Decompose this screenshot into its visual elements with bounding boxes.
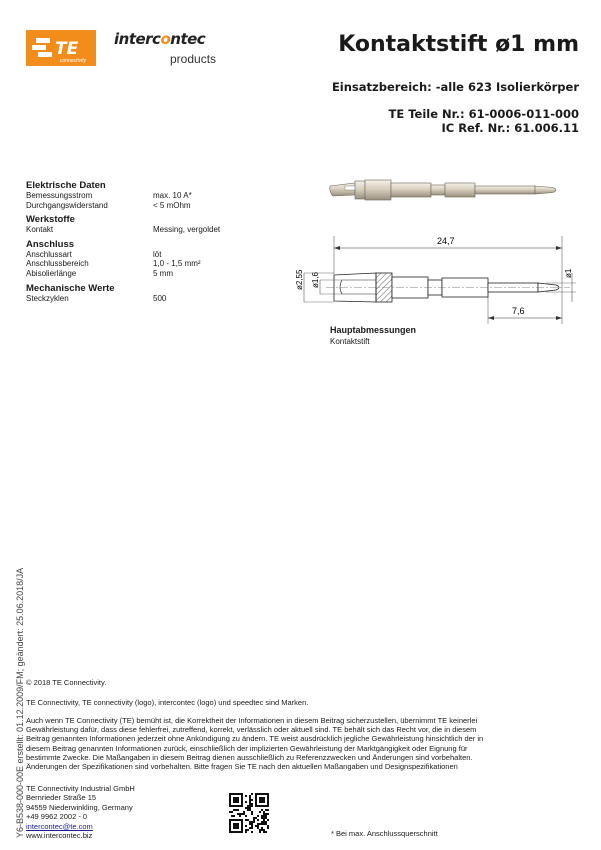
spec-table (26, 180, 306, 303)
trademark-notice: TE Connectivity, TE connectivity (logo), intercontec (logo) und speedtec sind Marken. (26, 698, 309, 707)
intercontec-wordmark: intercontec (114, 30, 206, 48)
intercontec-logo (114, 30, 224, 70)
website[interactable]: www.intercontec.biz (26, 831, 93, 841)
einsatzbereich: Einsatzbereich: -alle 623 Isolierkörper (331, 80, 579, 94)
drawing-caption-title: Hauptabmessungen (330, 325, 417, 335)
spec-row: Kontakt Messing, vergoldet (26, 225, 221, 235)
dimension-tip-length: 7,6 (512, 306, 525, 316)
te-connectivity-logo (26, 30, 96, 66)
address-line: 94559 Niederwinkling, Germany (26, 802, 133, 812)
copyright: © 2018 TE Connectivity. (26, 678, 107, 687)
drawing-caption-subtitle: Kontaktstift (330, 337, 370, 346)
company-address (26, 784, 135, 840)
dimension-diameter-outer: ø2,55 (295, 269, 304, 290)
spec-row: Bemessungsstrom max. 10 A* (26, 191, 192, 200)
page-title: Kontaktstift ø1 mm (338, 32, 579, 57)
qr-code (229, 793, 269, 833)
dimension-total-length: 24,7 (437, 236, 455, 246)
section-heading-materials: Werkstoffe (26, 214, 75, 226)
address-line: Bernrieder Straße 15 (26, 793, 97, 803)
disclaimer: Auch wenn TE Connectivity (TE) bemüht ist, die Korrektheit der Informationen in diesem Beitrag sicherzustellen, übernimmt TE keinerlei Gewährleistung dafür, dass diese fehlerfrei, zutreffend, korrekt, verlässlich oder aktuell sind. TE behält sich das Recht vor, die in diesem Beitrag genannten Informationen jederzeit ohne Ankündigung zu ändern. TE weist ausdrücklich jegliche Gewährleistung hinsichtlich der in diesem Beitrag genannten Informationen zurück, einschließlich der implizierten Gewährleistung der Marktgängigkeit oder Eignung für bestimmte Zwecke. Die Maßangaben in diesem Beitrag dienen ausschließlich zu Referenzzwecken und Änderungen sind vorbehalten. Änderungen der Spezifikationen sind vorbehalten. Bitte fragen Sie TE nach den aktuellen Maßangaben und Designspezifikationen (26, 716, 484, 772)
spec-row: Steckzyklen 500 (26, 293, 167, 303)
address-line: +49 9962 2002 - 0 (26, 812, 88, 822)
intercontec-products: products (170, 52, 217, 66)
contact-pin-image (325, 175, 575, 205)
ic-reference-number: IC Ref. Nr.: 61.006.11 (441, 121, 579, 135)
dimension-drawing (290, 228, 590, 328)
section-heading-electrical: Elektrische Daten (26, 180, 106, 191)
spec-row: Abisolierlänge 5 mm (26, 268, 173, 278)
address-line: TE Connectivity Industrial GmbH (26, 784, 135, 793)
footnote: * Bei max. Anschlussquerschnitt (331, 829, 438, 838)
spec-row: Anschlussart löt (26, 249, 162, 259)
document-id-vertical: Y6-B538-000-00E erstellt: 01.12.2009/FM; geändert: 25.06.2018/JA (15, 567, 25, 838)
te-sub: connectivity (60, 58, 87, 64)
dimension-diameter-tip: ø1 (564, 268, 573, 278)
te-part-number: TE Teile Nr.: 61-0006-011-000 (388, 107, 579, 121)
section-heading-connection: Anschluss (26, 238, 75, 250)
section-heading-mechanical: Mechanische Werte (26, 282, 115, 294)
te-mark: TE (55, 39, 79, 59)
email-link[interactable]: intercontec@te.com (26, 821, 93, 831)
dimension-diameter-inner: ø1,6 (311, 271, 320, 288)
spec-row: Durchgangswiderstand < 5 mOhm (26, 200, 191, 210)
spec-row: Anschlussbereich 1,0 - 1,5 mm² (26, 259, 201, 269)
